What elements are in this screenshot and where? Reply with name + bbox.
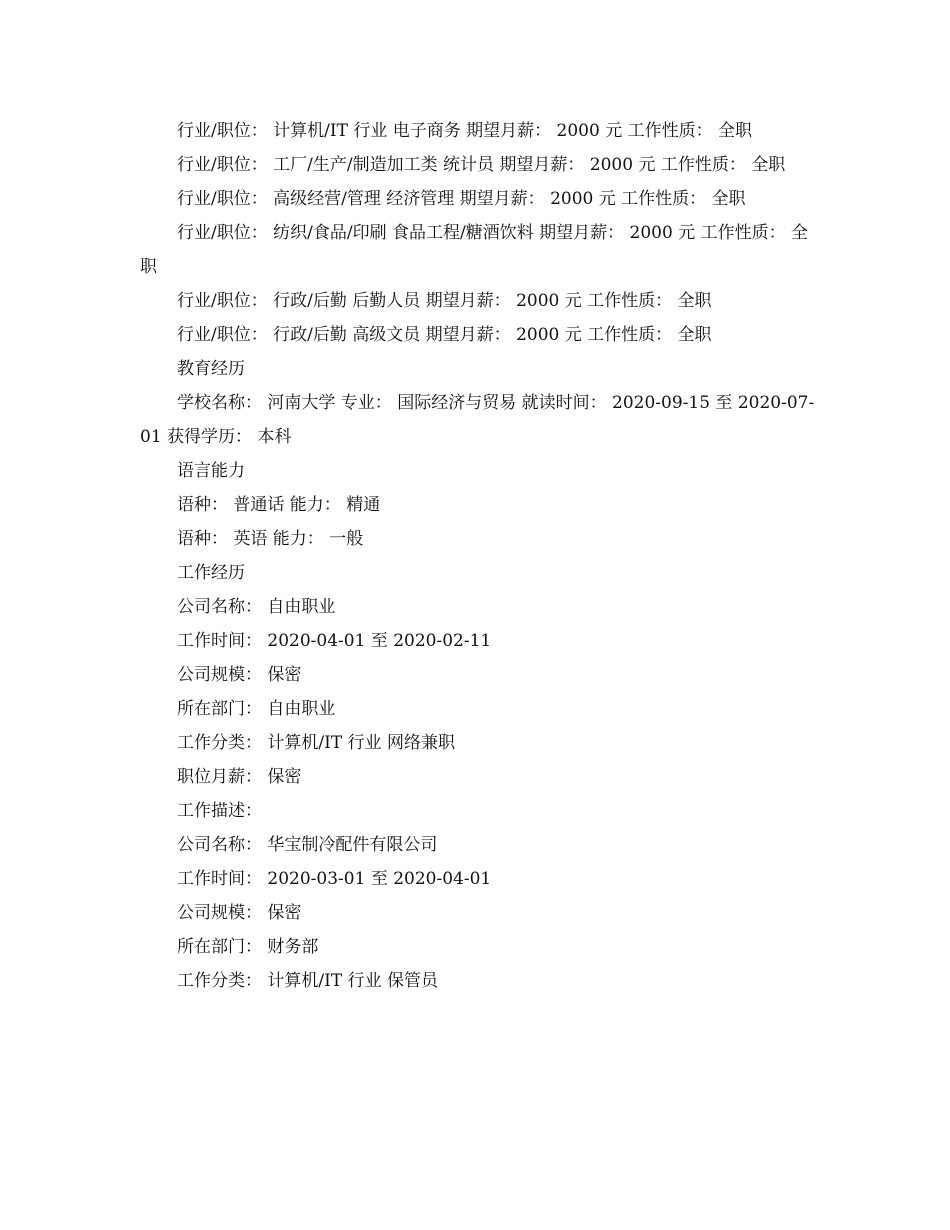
education-entry: 学校名称： 河南大学 专业： 国际经济与贸易 就读时间： 2020-09-15 至 2020-07-01 获得学历： 本科	[140, 393, 815, 447]
work2-company: 公司名称： 华宝制冷配件有限公司	[177, 835, 438, 855]
language-heading: 语言能力	[177, 461, 245, 481]
work-heading: 工作经历	[177, 563, 245, 583]
job-intent-line-6: 行业/职位： 行政/后勤 高级文员 期望月薪： 2000 元 工作性质： 全职	[177, 325, 712, 345]
work2-category: 工作分类： 计算机/IT 行业 保管员	[177, 971, 438, 991]
work1-description: 工作描述：	[177, 801, 262, 821]
job-intent-line-5: 行业/职位： 行政/后勤 后勤人员 期望月薪： 2000 元 工作性质： 全职	[177, 291, 712, 311]
work1-salary: 职位月薪： 保密	[177, 767, 302, 787]
work1-category: 工作分类： 计算机/IT 行业 网络兼职	[177, 733, 455, 753]
document-body	[140, 114, 818, 998]
work2-department: 所在部门： 财务部	[177, 937, 319, 957]
language-entry-2: 语种： 英语 能力： 一般	[177, 529, 364, 549]
language-entry-1: 语种： 普通话 能力： 精通	[177, 495, 381, 515]
work2-company-size: 公司规模： 保密	[177, 903, 302, 923]
education-heading: 教育经历	[177, 359, 245, 379]
work1-period: 工作时间： 2020-04-01 至 2020-02-11	[177, 631, 492, 651]
work1-department: 所在部门： 自由职业	[177, 699, 336, 719]
work1-company-size: 公司规模： 保密	[177, 665, 302, 685]
job-intent-line-3: 行业/职位： 高级经营/管理 经济管理 期望月薪： 2000 元 工作性质： 全职	[177, 189, 746, 209]
work1-company: 公司名称： 自由职业	[177, 597, 336, 617]
job-intent-line-1: 行业/职位： 计算机/IT 行业 电子商务 期望月薪： 2000 元 工作性质： 全职	[177, 121, 753, 141]
work2-period: 工作时间： 2020-03-01 至 2020-04-01	[177, 869, 492, 889]
job-intent-line-2: 行业/职位： 工厂/生产/制造加工类 统计员 期望月薪： 2000 元 工作性质： 全职	[177, 155, 786, 175]
job-intent-line-4: 行业/职位： 纺织/食品/印刷 食品工程/糖酒饮料 期望月薪： 2000 元 工作性质： 全职	[140, 223, 808, 277]
